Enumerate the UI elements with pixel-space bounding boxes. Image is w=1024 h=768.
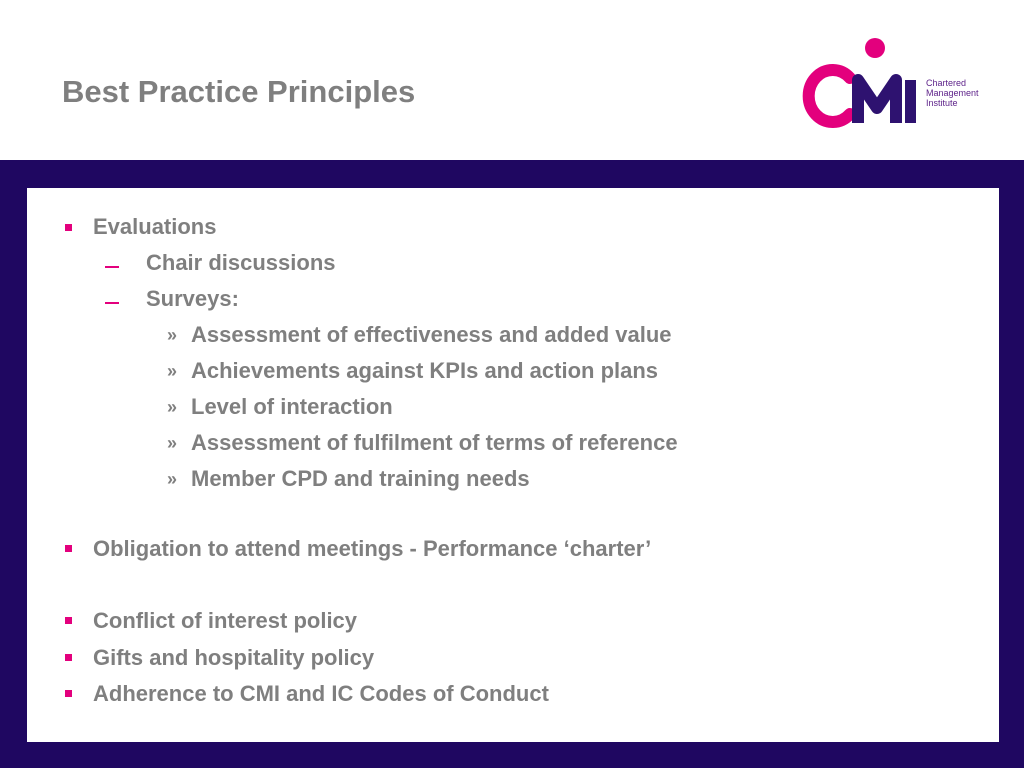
bullet-square (65, 690, 72, 697)
slide-title: Best Practice Principles (62, 74, 416, 109)
logo-line-2: Management (926, 88, 979, 98)
bullet-dash (105, 302, 119, 304)
slide-header (0, 0, 1024, 160)
content-panel (27, 188, 999, 742)
bullet-square (65, 617, 72, 624)
bullet-raquo: » (167, 325, 178, 345)
bullet-square (65, 224, 72, 231)
list-item-survey-4: Assessment of fulfilment of terms of reference (191, 430, 678, 455)
list-item-gifts-policy: Gifts and hospitality policy (93, 645, 375, 670)
list-item-chair-discussions: Chair discussions (146, 250, 336, 275)
bullet-raquo: » (167, 361, 178, 381)
bullet-dash (105, 266, 119, 268)
bullet-square (65, 545, 72, 552)
list-item-codes-of-conduct: Adherence to CMI and IC Codes of Conduct (93, 681, 549, 706)
list-item-obligation: Obligation to attend meetings - Performance ‘charter’ (93, 536, 652, 561)
list-item-evaluations: Evaluations (93, 214, 217, 239)
bullet-raquo: » (167, 469, 178, 489)
list-item-survey-2: Achievements against KPIs and action plans (191, 358, 659, 383)
bullet-raquo: » (167, 397, 178, 417)
list-item-conflict-policy: Conflict of interest policy (93, 608, 358, 633)
bullet-square (65, 654, 72, 661)
list-item-survey-1: Assessment of effectiveness and added value (191, 322, 672, 347)
logo-subtitle (926, 78, 979, 108)
bullet-raquo: » (167, 433, 178, 453)
logo-line-3: Institute (926, 98, 958, 108)
cmi-logo (792, 36, 992, 130)
logo-letter-c (809, 70, 850, 122)
logo-letter-i (905, 80, 916, 123)
logo-dot (865, 38, 885, 58)
list-item-surveys: Surveys: (146, 286, 239, 311)
logo-line-1: Chartered (926, 78, 967, 88)
logo-letter-m (858, 80, 896, 123)
list-item-survey-3: Level of interaction (191, 394, 393, 419)
list-item-survey-5: Member CPD and training needs (191, 466, 530, 491)
